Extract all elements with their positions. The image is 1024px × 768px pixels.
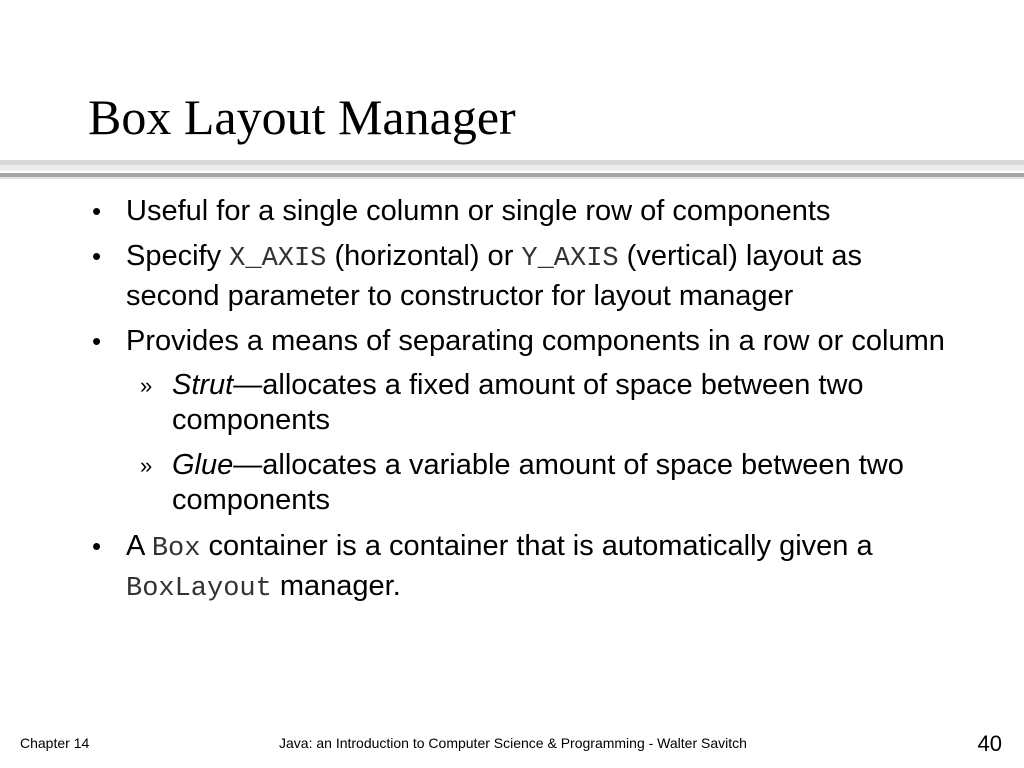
bullet-dot-icon: • <box>92 531 102 561</box>
footer-chapter: Chapter 14 <box>20 735 90 751</box>
bullet-text: manager. <box>271 570 401 602</box>
bullet-text: Specify <box>126 240 230 272</box>
bullet-item-3 <box>86 323 946 360</box>
sub-bullet-text: —allocates a variable amount of space between two components <box>172 449 904 516</box>
code-x-axis: X_AXIS <box>229 244 327 274</box>
bullet-text: A <box>126 530 152 562</box>
bullet-item-4 <box>86 528 946 608</box>
sub-bullet-term: Glue <box>172 449 234 481</box>
code-boxlayout: BoxLayout <box>126 574 272 604</box>
bullet-text: Provides a means of separating components in a row or column <box>126 325 945 357</box>
sub-bullet-icon: » <box>140 453 153 478</box>
sub-bullet-icon: » <box>140 373 153 398</box>
bullet-text: (vertical) layout as second parameter to constructor for layout manager <box>126 240 862 312</box>
code-box: Box <box>151 534 201 564</box>
title-divider-light <box>0 165 1024 171</box>
footer-book-title: Java: an Introduction to Computer Science & Programming - Walter Savitch <box>279 735 747 751</box>
sub-bullet-text: —allocates a fixed amount of space between two components <box>172 369 864 436</box>
bullet-text: container is a container that is automatically given a <box>200 530 873 562</box>
sub-bullet-strut <box>86 368 946 438</box>
code-y-axis: Y_AXIS <box>521 244 619 274</box>
bullet-text: Useful for a single column or single row of components <box>126 195 831 227</box>
bullet-text: (horizontal) or <box>326 240 522 272</box>
bullet-dot-icon: • <box>92 241 102 271</box>
bullet-item-2 <box>86 238 946 315</box>
bullet-item-1 <box>86 193 946 230</box>
bullet-list <box>86 193 946 616</box>
bullet-dot-icon: • <box>92 326 102 356</box>
sub-bullet-glue <box>86 448 946 518</box>
slide-title: Box Layout Manager <box>88 89 516 145</box>
bullet-dot-icon: • <box>92 196 102 226</box>
sub-bullet-term: Strut <box>172 369 234 401</box>
page-number: 40 <box>977 731 1002 756</box>
title-divider-bottom <box>0 177 1024 179</box>
